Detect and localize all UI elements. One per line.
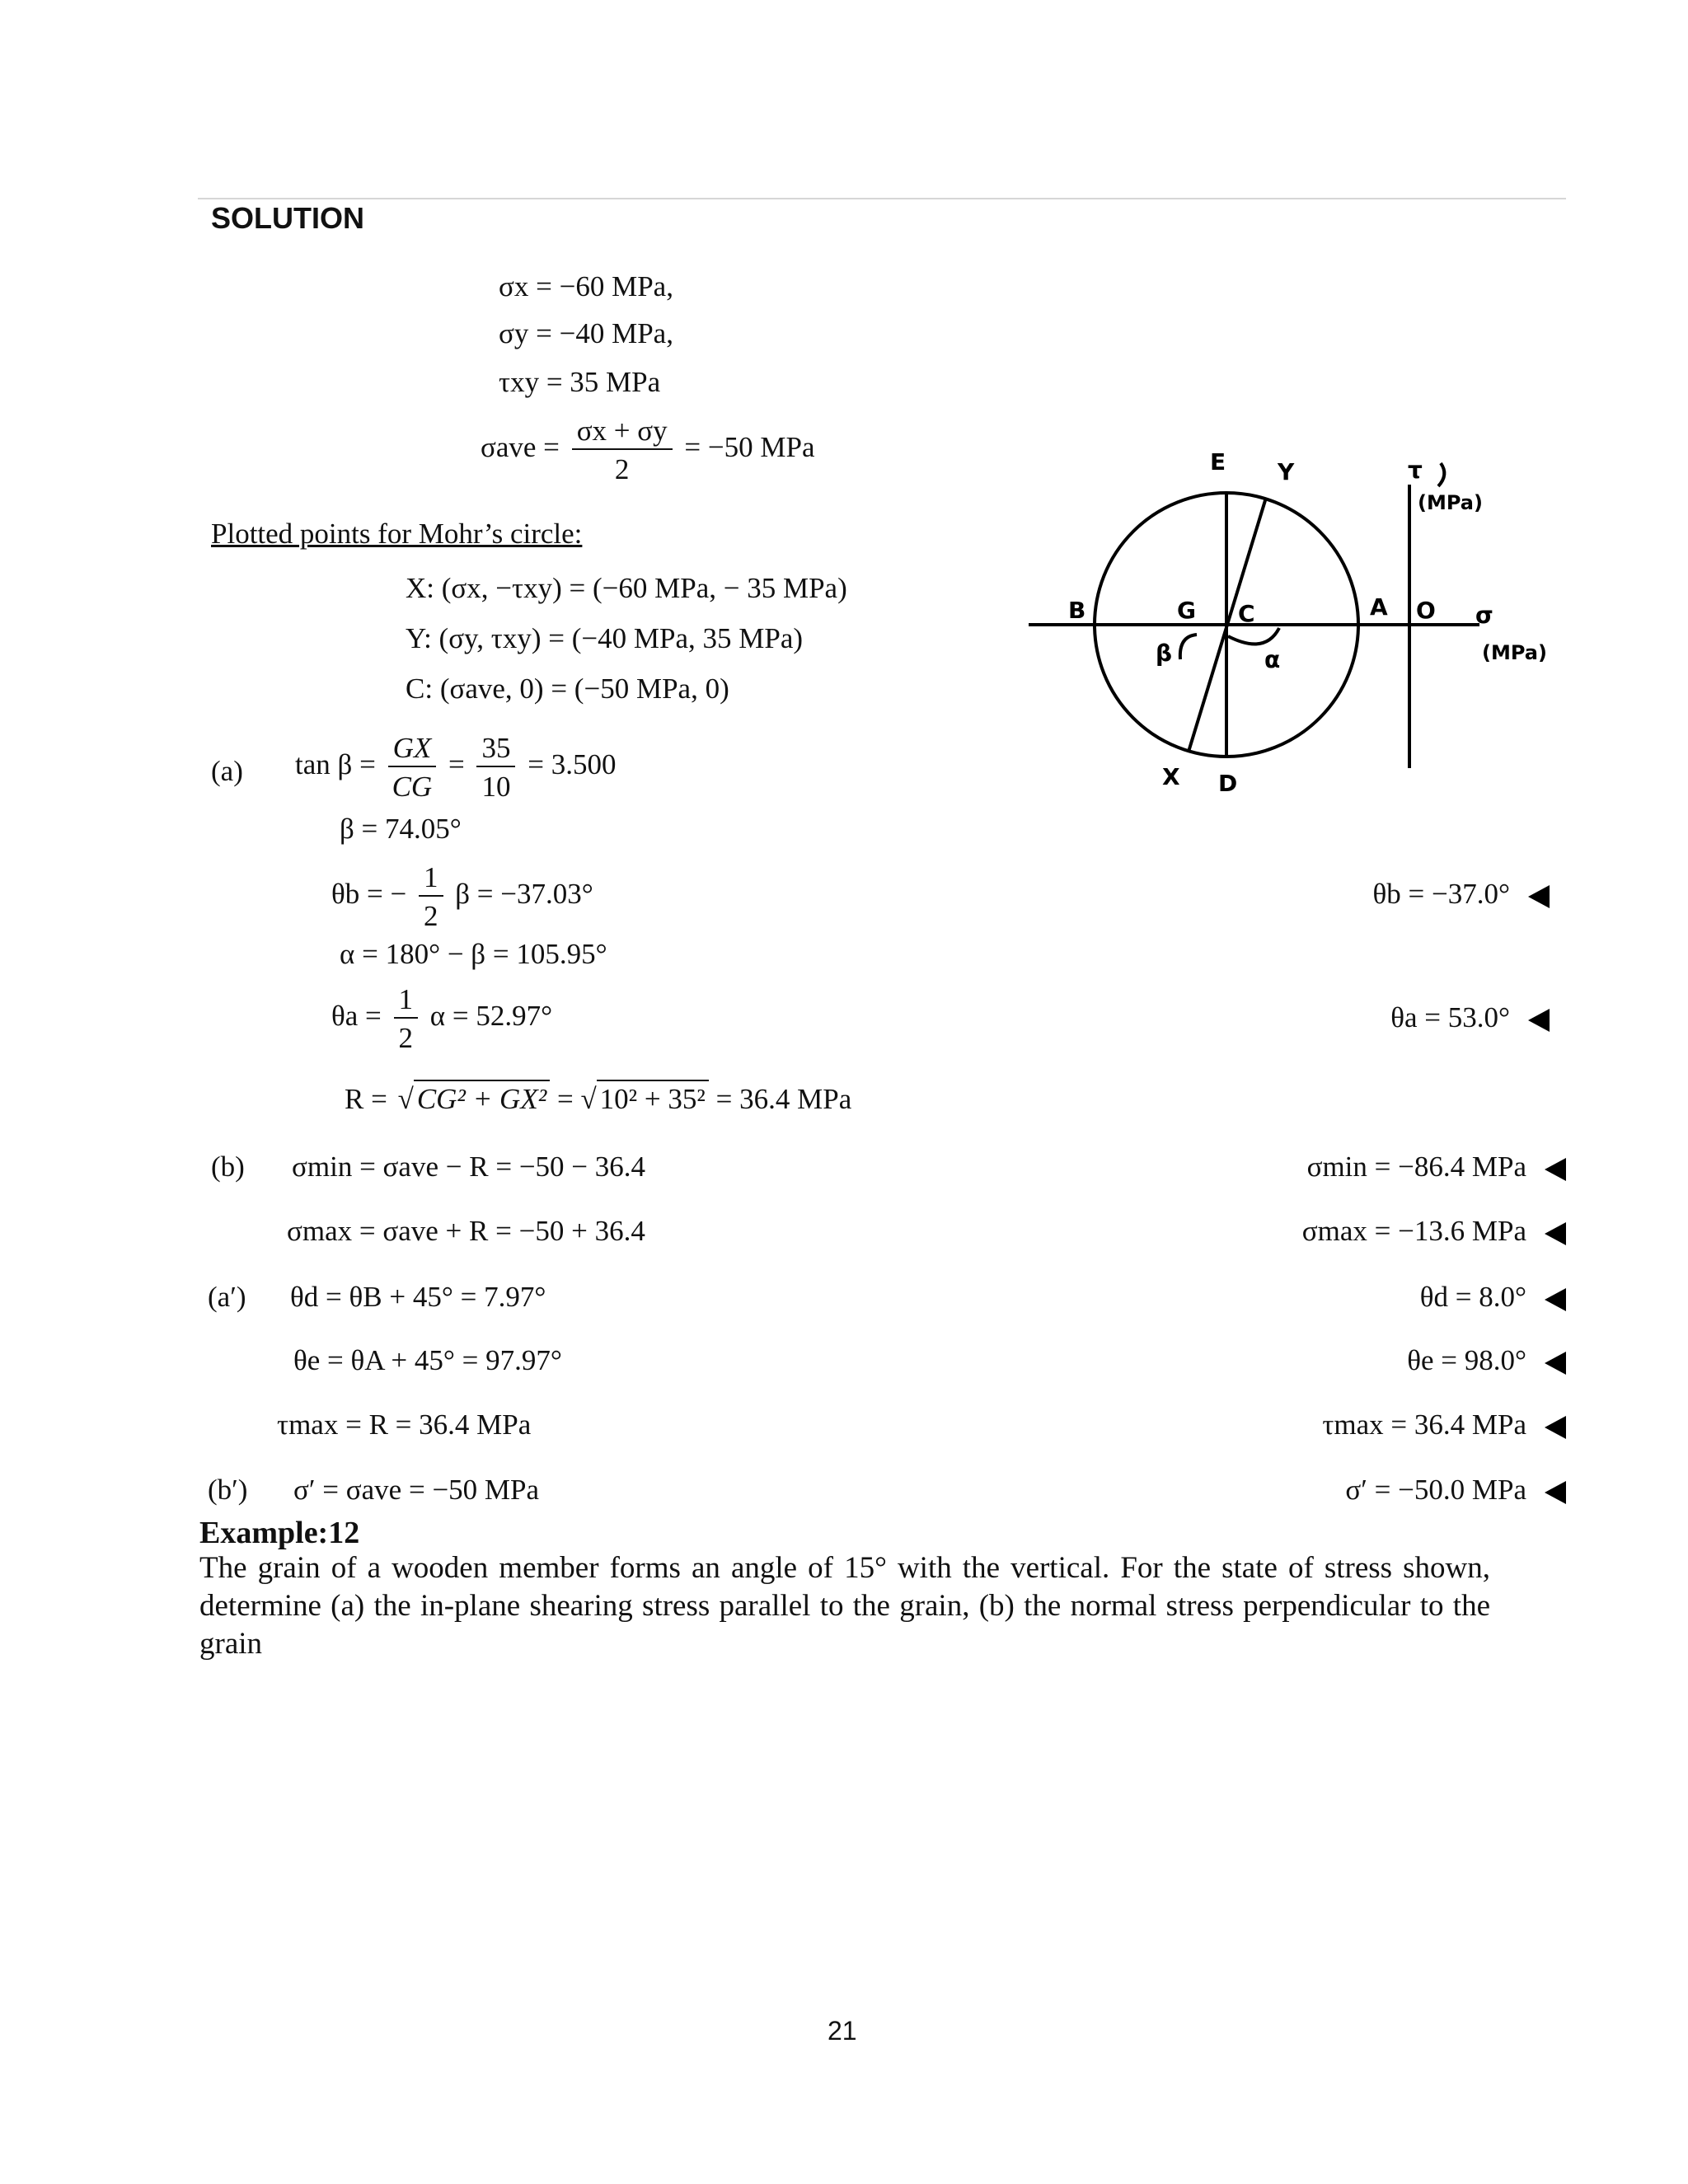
sigma-ave-fraction xyxy=(572,416,673,484)
sigma-min-answer-text: σmin = −86.4 MPa xyxy=(1306,1151,1526,1183)
sigma-ave-lhs: σave = xyxy=(481,431,560,464)
tau-max-equation: τmax = R = 36.4 MPa xyxy=(277,1408,532,1441)
theta-a-answer-text: θa = 53.0° xyxy=(1390,1001,1510,1033)
point-x: X: (σx, −τxy) = (−60 MPa, − 35 MPa) xyxy=(406,572,847,604)
given-tau-xy: τxy = 35 MPa xyxy=(499,366,661,398)
theta-b-lhs: θb = − xyxy=(331,878,407,911)
label-Y: Y xyxy=(1278,458,1295,485)
label-tau-unit: (MPa) xyxy=(1418,491,1483,514)
theta-b-fraction xyxy=(419,863,443,930)
tan-den-2: 10 xyxy=(481,771,511,803)
point-y: Y: (σy, τxy) = (−40 MPa, 35 MPa) xyxy=(406,622,804,654)
tau-max-answer xyxy=(1322,1410,1566,1439)
sigma-min-answer xyxy=(1307,1152,1566,1181)
given-sigma-y: σy = −40 MPa, xyxy=(499,317,673,349)
sigma-min-equation: σmin = σave − R = −50 − 36.4 xyxy=(292,1151,646,1183)
radius-equals: = xyxy=(556,1083,574,1115)
radius-equation xyxy=(345,1085,851,1113)
tan-beta-equation xyxy=(295,733,616,801)
tan-num-2: 35 xyxy=(476,733,515,767)
theta-b-answer xyxy=(1373,879,1550,908)
label-B: B xyxy=(1068,597,1086,624)
point-c: C: (σave, 0) = (−50 MPa, 0) xyxy=(406,673,729,705)
theta-b-den: 2 xyxy=(424,900,438,932)
theta-b-equation xyxy=(331,863,593,930)
part-b-prime-label: (b′) xyxy=(208,1474,248,1506)
label-tau: τ xyxy=(1408,457,1423,484)
beta-arc xyxy=(1180,635,1197,659)
sigma-ave-equation xyxy=(481,416,815,484)
sigma-ave-denominator: 2 xyxy=(614,453,630,485)
label-X: X xyxy=(1162,763,1180,790)
theta-e-answer xyxy=(1407,1346,1566,1375)
label-sigma-unit: (MPa) xyxy=(1482,641,1547,664)
theta-a-den: 2 xyxy=(398,1022,414,1054)
sigma-ave-numerator: σx + σy xyxy=(572,416,673,450)
tan-fraction-1 xyxy=(388,733,437,801)
answer-marker-icon xyxy=(1545,1158,1566,1181)
solution-heading: SOLUTION xyxy=(211,201,364,235)
page-number: 21 xyxy=(828,2016,857,2046)
part-b-label: (b) xyxy=(211,1151,245,1183)
alpha-arc xyxy=(1228,628,1279,644)
sigma-max-answer-text: σmax = −13.6 MPa xyxy=(1301,1215,1526,1247)
label-C: C xyxy=(1238,600,1255,627)
answer-marker-icon xyxy=(1545,1222,1566,1245)
example-title: Example:12 xyxy=(199,1516,360,1550)
label-sigma: σ xyxy=(1475,602,1493,629)
label-O: O xyxy=(1416,597,1436,624)
answer-marker-icon xyxy=(1528,1009,1550,1032)
given-sigma-x: σx = −60 MPa, xyxy=(499,270,673,302)
sigma-ave-rhs: = −50 MPa xyxy=(684,431,815,464)
theta-a-fraction xyxy=(394,985,419,1052)
sigma-max-answer xyxy=(1302,1216,1566,1245)
label-G: G xyxy=(1177,597,1196,624)
theta-a-num: 1 xyxy=(394,985,419,1019)
theta-a-lhs: θa = xyxy=(331,1000,382,1033)
theta-e-equation: θe = θA + 45° = 97.97° xyxy=(293,1344,562,1376)
top-rule xyxy=(198,198,1566,199)
beta-value: β = 74.05° xyxy=(340,813,462,845)
label-A: A xyxy=(1370,593,1388,621)
example-body: The grain of a wooden member forms an angle of 15° with the vertical. For the state of stress shown, determine (a) the in-plane shearing stress parallel to the grain, (b) the normal stress perpendicular to the grain xyxy=(199,1551,1490,1661)
label-D: D xyxy=(1218,770,1238,797)
sqrt-icon: √ xyxy=(580,1083,597,1115)
radius-sqrt-1: CG² + GX² xyxy=(414,1080,550,1115)
mohrs-circle-diagram xyxy=(1014,445,1558,808)
answer-marker-icon xyxy=(1545,1416,1566,1439)
theta-e-answer-text: θe = 98.0° xyxy=(1407,1344,1526,1376)
tan-equals: = xyxy=(448,748,465,781)
theta-a-answer xyxy=(1390,1003,1550,1032)
tan-beta-rhs: = 3.500 xyxy=(528,748,617,781)
answer-marker-icon xyxy=(1545,1352,1566,1375)
radius-sqrt-2: 10² + 35² xyxy=(597,1080,709,1115)
part-a-prime-label: (a′) xyxy=(208,1281,246,1313)
theta-a-rhs: α = 52.97° xyxy=(429,1000,553,1033)
label-beta: β xyxy=(1156,640,1173,667)
answer-marker-icon xyxy=(1545,1288,1566,1311)
tan-beta-lhs: tan β = xyxy=(295,748,376,781)
part-a-label: (a) xyxy=(211,755,243,787)
theta-b-answer-text: θb = −37.0° xyxy=(1372,878,1510,910)
tau-max-answer-text: τmax = 36.4 MPa xyxy=(1322,1408,1526,1441)
sigma-prime-equation: σ′ = σave = −50 MPa xyxy=(293,1474,540,1506)
alpha-value: α = 180° − β = 105.95° xyxy=(340,938,607,970)
theta-d-equation: θd = θB + 45° = 7.97° xyxy=(290,1281,546,1313)
tan-den-1: CG xyxy=(392,771,433,803)
sigma-max-equation: σmax = σave + R = −50 + 36.4 xyxy=(287,1215,645,1247)
answer-marker-icon xyxy=(1528,885,1550,908)
sigma-prime-answer-text: σ′ = −50.0 MPa xyxy=(1345,1474,1526,1506)
sqrt-icon: √ xyxy=(397,1083,414,1115)
label-alpha: α xyxy=(1264,646,1281,673)
sigma-prime-answer xyxy=(1345,1475,1566,1504)
tan-fraction-2 xyxy=(476,733,515,801)
theta-b-rhs: β = −37.03° xyxy=(455,878,593,911)
answer-marker-icon xyxy=(1545,1481,1566,1504)
plotted-points-heading: Plotted points for Mohr’s circle: xyxy=(211,518,583,550)
theta-b-num: 1 xyxy=(419,863,443,897)
theta-d-answer xyxy=(1420,1282,1566,1311)
tan-num-1: GX xyxy=(388,733,437,767)
radius-lhs: R = xyxy=(345,1083,387,1115)
radius-rhs: = 36.4 MPa xyxy=(715,1083,852,1115)
theta-a-equation xyxy=(331,985,552,1052)
label-E: E xyxy=(1210,448,1226,476)
tau-direction-arrow xyxy=(1438,463,1444,486)
theta-d-answer-text: θd = 8.0° xyxy=(1419,1281,1526,1313)
